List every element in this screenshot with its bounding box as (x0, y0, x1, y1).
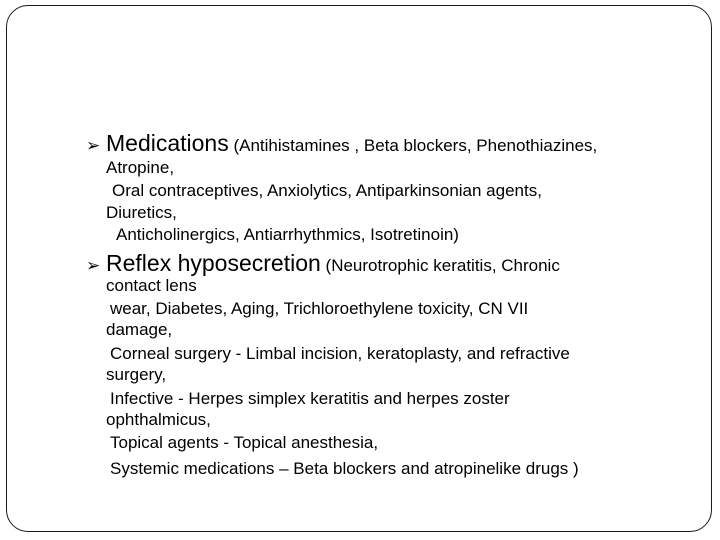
bullet-line: Diuretics, (106, 203, 177, 222)
bullet-medications (86, 130, 598, 156)
bullet-first-line: (Antihistamines , Beta blockers, Phenothiazines, (233, 136, 598, 155)
bullet-reflex-hyposecretion (86, 250, 560, 276)
bullet-line: Infective - Herpes simplex keratitis and herpes zoster (110, 389, 510, 408)
bullet-line: contact lens (106, 276, 197, 295)
bullet-line: Topical agents - Topical anesthesia, (110, 433, 379, 452)
bullet-line: Corneal surgery - Limbal incision, keratoplasty, and refractive (110, 344, 570, 363)
bullet-line: Anticholinergics, Antiarrhythmics, Isotretinoin) (116, 225, 459, 244)
bullet-first-line: (Neurotrophic keratitis, Chronic (325, 256, 560, 275)
bullet-line: Atropine, (106, 158, 175, 177)
bullet-line: ophthalmicus, (106, 410, 211, 429)
arrow-bullet-icon: ➢ (86, 136, 101, 155)
bullet-heading: Medications (106, 130, 229, 156)
bullet-line: Systemic medications – Beta blockers and atropinelike drugs ) (110, 459, 579, 478)
bullet-line: Oral contraceptives, Anxiolytics, Antiparkinsonian agents, (112, 181, 542, 200)
bullet-line: wear, Diabetes, Aging, Trichloroethylene toxicity, CN VII (110, 299, 529, 318)
bullet-heading: Reflex hyposecretion (106, 250, 321, 276)
arrow-bullet-icon: ➢ (86, 256, 101, 275)
bullet-line: damage, (106, 320, 173, 339)
bullet-line: surgery, (106, 365, 167, 384)
